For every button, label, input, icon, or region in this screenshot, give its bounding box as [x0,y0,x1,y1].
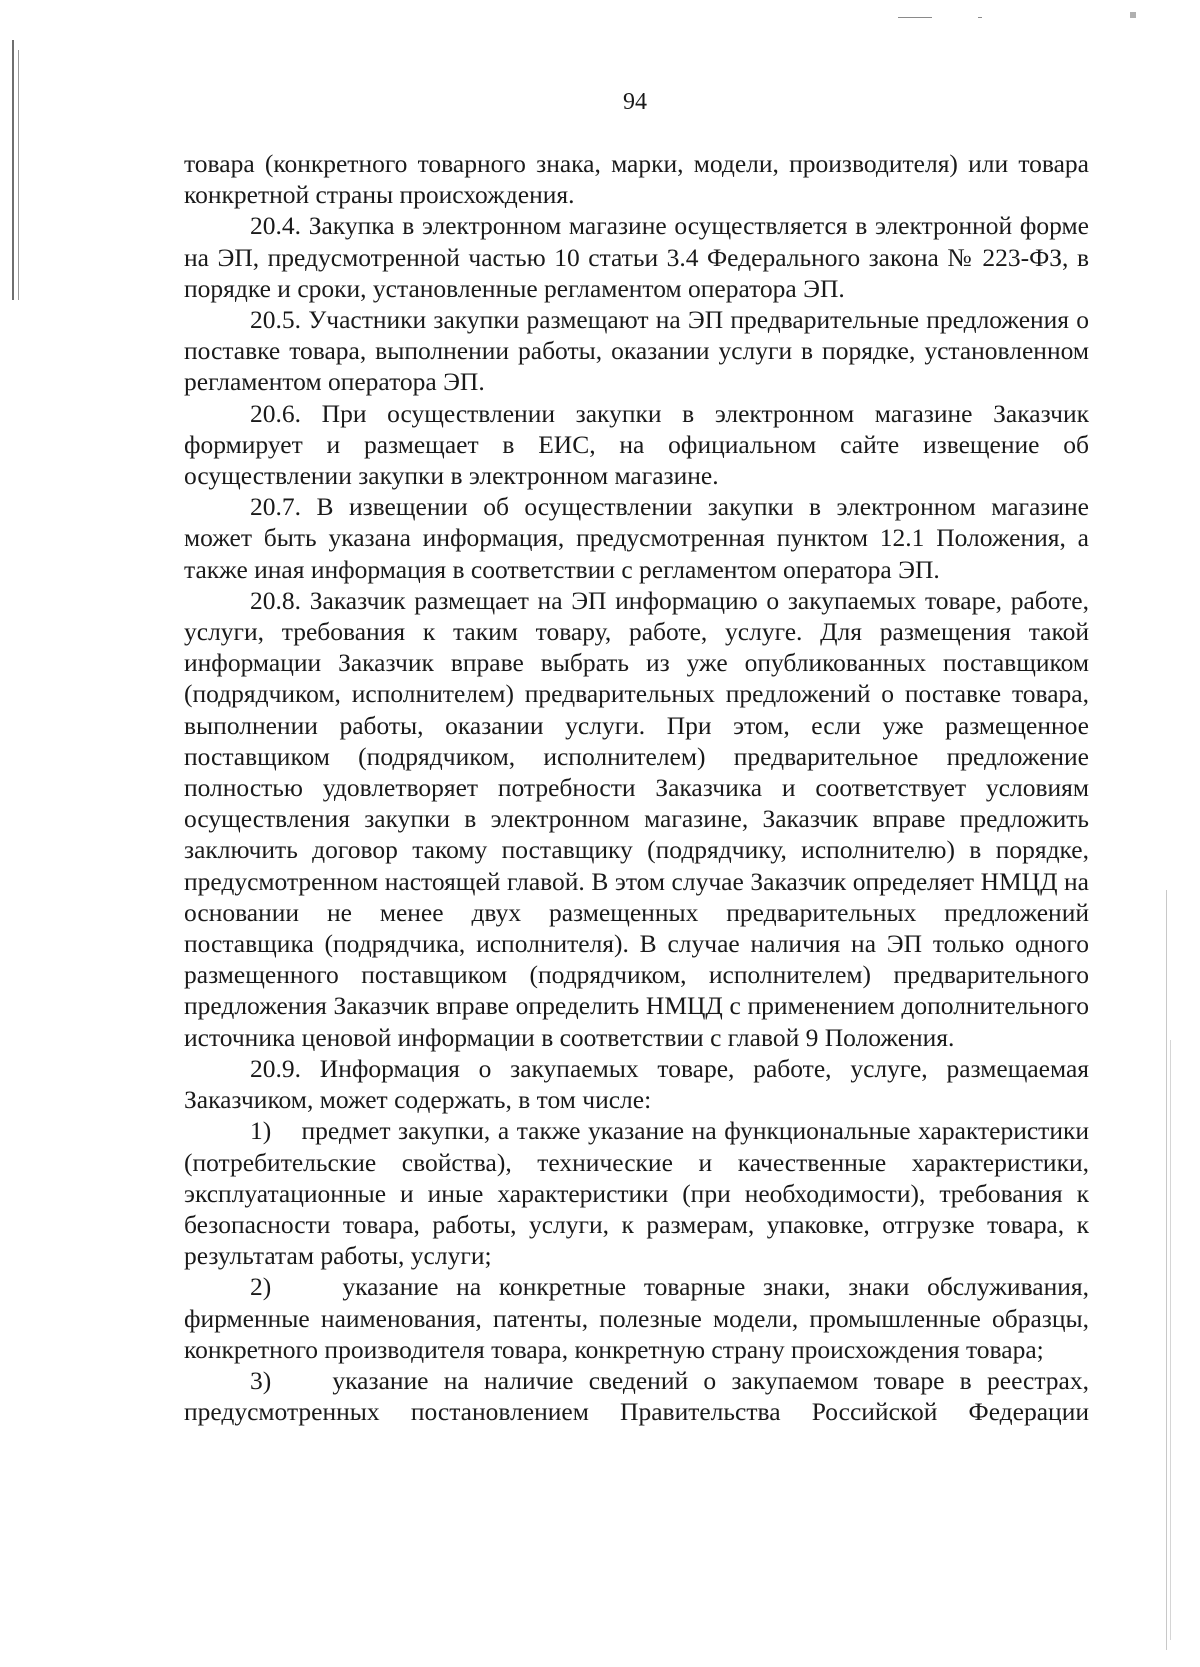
scan-edge-line-right [1166,890,1167,1650]
page-number: 94 [623,89,647,115]
paragraph-20-8: 20.8. Заказчик размещает на ЭП информацию о закупаемых товаре, работе, услуги, требования к таким товару, работе, услуге. Для размещения такой информации Заказчик вправе выбрать из уже опубликованных поставщиком (подрядчиком, исполнителем) предварительных предложений о поставке товара, выполнении работы, оказании услуги. При этом, если уже размещенное поставщиком (подрядчиком, исполнителем) предварительное предложение полностью удовлетворяет потребности Заказчика и соответствует условиям осуществления закупки в электронном магазине, Заказчик вправе предложить заключить договор такому поставщику (подрядчику, исполнителю) в порядке, предусмотренном настоящей главой. В этом случае Заказчик определяет НМЦД на основании не менее двух размещенных предварительных предложений поставщика (подрядчика, исполнителя). В случае наличия на ЭП только одного размещенного поставщиком (подрядчиком, исполнителем) предварительного предложения Заказчик вправе определить НМЦД с применением дополнительного источника ценовой информации в соответствии с главой 9 Положения. [184,585,1089,1052]
paragraph-20-5: 20.5. Участники закупки размещают на ЭП предварительные предложения о поставке товара, выполнении работы, оказании услуги в порядке, установленном регламентом оператора ЭП. [184,305,1089,397]
document-body [184,148,1096,1427]
scan-mark-top-1 [898,17,932,18]
list-item-2: 2) указание на конкретные товарные знаки, знаки обслуживания, фирменные наименования, патенты, полезные модели, промышленные образцы, конкретного производителя товара, конкретную страну происхождения товара; [184,1272,1096,1364]
list-item-1: 1) предмет закупки, а также указание на функциональные характеристики (потребительские свойства), технические и качественные характеристики, эксплуатационные и иные характеристики (при необходимости), требования к безопасности товара, работы, услуги, к размерам, упаковке, отгрузке товара, к результатам работы, услуги; [184,1116,1096,1271]
list-item-3: 3) указание на наличие сведений о закупаемом товаре в реестрах, предусмотренных постановлением Правительства Российской Федерации [184,1365,1096,1427]
paragraph-20-9: 20.9. Информация о закупаемых товаре, работе, услуге, размещаемая Заказчиком, может содержать, в том числе: [184,1053,1089,1115]
paragraph-20-4: 20.4. Закупка в электронном магазине осуществляется в электронной форме на ЭП, предусмотренной частью 10 статьи 3.4 Федерального закона № 223-ФЗ, в порядке и сроки, установленные регламентом оператора ЭП. [184,211,1089,303]
paragraph-20-7: 20.7. В извещении об осуществлении закупки в электронном магазине может быть указана информация, предусмотренная пунктом 12.1 Положения, а также иная информация в соответствии с регламентом оператора ЭП. [184,492,1089,584]
paragraph-continuation: товара (конкретного товарного знака, марки, модели, производителя) или товара конкретной страны происхождения. [184,149,1089,210]
scan-mark-top-3 [1130,12,1136,18]
scan-mark-top-2 [978,17,982,18]
paragraph-20-6: 20.6. При осуществлении закупки в электронном магазине Заказчик формирует и размещает в ЕИС, на официальном сайте извещение об осуществлении закупки в электронном магазине. [184,398,1089,491]
scan-edge-line-left [12,40,14,300]
scan-edge-line-right-2 [1170,1040,1171,1640]
